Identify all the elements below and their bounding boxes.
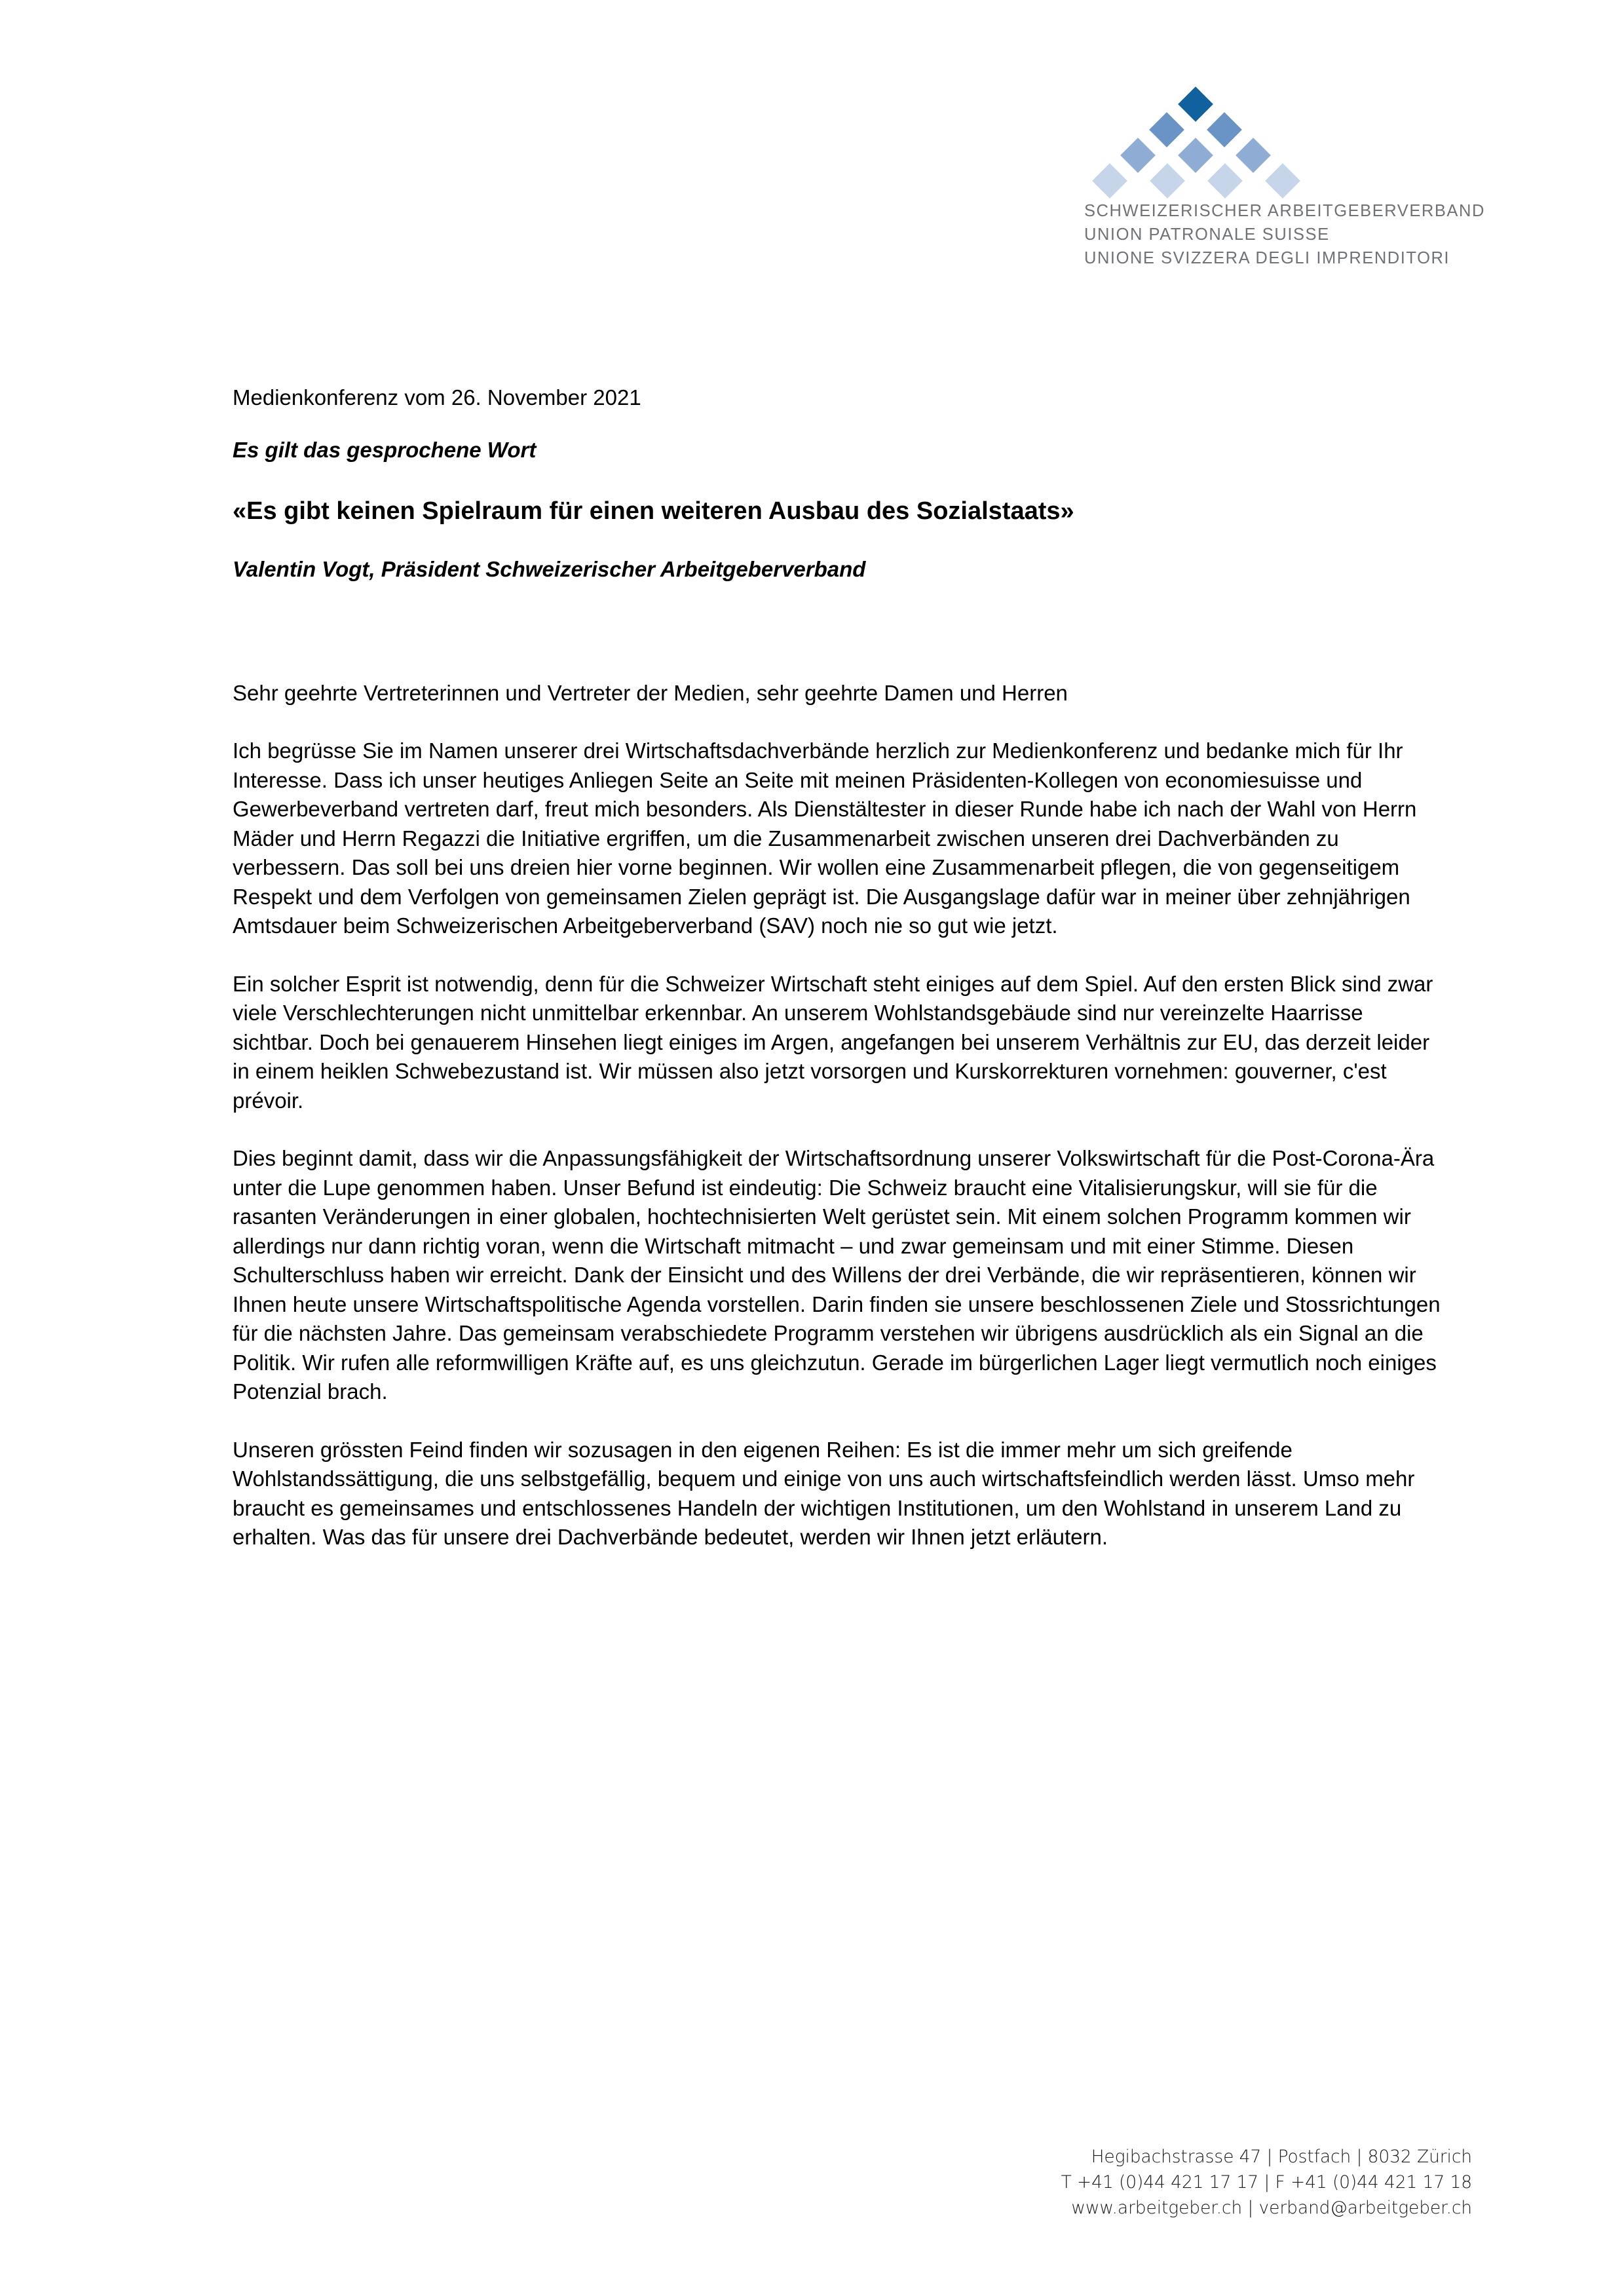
- page-title: «Es gibt keinen Spielraum für einen weiteren Ausbau des Sozialstaats»: [233, 497, 1074, 525]
- logo-diamond: [1207, 163, 1243, 199]
- event-date-line: Medienkonferenz vom 26. November 2021: [233, 385, 641, 410]
- salutation-line: Sehr geehrte Vertreterinnen und Vertreter der Medien, sehr geehrte Damen und Herren: [233, 681, 1068, 705]
- logo-wordmark: [1084, 199, 1485, 271]
- logo-diamond: [1120, 138, 1156, 173]
- body-paragraph: Unseren grössten Feind finden wir sozusagen in den eigenen Reihen: Es ist die immer mehr um sich greifende Wohlstandssättigung, die uns selbstgefällig, bequem und einige von uns auch wirtschaftsfeindlich werden lässt. Umso mehr braucht es gemeinsames und entschlossenes Handeln der wichtigen Institutionen, um den Wohlstand in unserem Land zu erhalten. Was das für unsere drei Dachverbände bedeutet, werden wir Ihnen jetzt erläutern.: [233, 1437, 1415, 1549]
- body-paragraph: Ich begrüsse Sie im Namen unserer drei Wirtschaftsdachverbände herzlich zur Medienkonferenz und bedanke mich für Ihr Interesse. Dass ich unser heutiges Anliegen Seite an Seite mit meinen Präsidenten-Kollegen von economiesuisse und Gewerbeverband vertreten darf, freut mich besonders. Als Dienstältester in dieser Runde habe ich nach der Wahl von Herrn Mäder und Herrn Regazzi die Initiative ergriffen, um die Zusammenarbeit zwischen unseren drei Dachverbänden zu verbessern. Das soll bei uns dreien hier vorne beginnen. Wir wollen eine Zusammenarbeit pflegen, die von gegenseitigem Respekt und dem Verfolgen von gemeinsamen Zielen geprägt ist. Die Ausgangslage dafür war in meiner über zehnjährigen Amtsdauer beim Schweizerischen Arbeitgeberverband (SAV) noch nie so gut wie jetzt.: [233, 738, 1417, 938]
- page-footer: [0, 2144, 1624, 2221]
- footer-address: Hegibachstrasse 47 | Postfach | 8032 Zürich: [1091, 2147, 1472, 2167]
- footer-phone-fax: T +41 (0)44 421 17 17 | F +41 (0)44 421 17 18: [1061, 2172, 1472, 2192]
- body-paragraph: Ein solcher Esprit ist notwendig, denn für die Schweizer Wirtschaft steht einiges auf dem Spiel. Auf den ersten Blick sind zwar viele Verschlechterungen nicht unmittelbar erkennbar. An unserem Wohlstandsgebäude sind nur vereinzelte Haarrisse sichtbar. Doch bei genauerem Hinsehen liegt einiges im Argen, angefangen bei unserem Verhältnis zur EU, das derzeit leider in einem heiklen Schwebezustand ist. Wir müssen also jetzt vorsorgen und Kurskorrekturen vornehmen: gouverner, c'est prévoir.: [233, 971, 1433, 1113]
- logo-diamond: [1265, 163, 1300, 199]
- organization-logo: [1084, 92, 1485, 271]
- logo-name-french: UNION PATRONALE SUISSE: [1084, 225, 1330, 244]
- logo-diamond: [1207, 112, 1242, 147]
- footer-web-email: www.arbeitgeber.ch | verband@arbeitgeber.ch: [1071, 2198, 1472, 2218]
- logo-name-italian: UNIONE SVIZZERA DEGLI IMPRENDITORI: [1084, 249, 1450, 268]
- logo-diamond: [1236, 138, 1271, 173]
- logo-diamond: [1178, 138, 1213, 173]
- speaker-byline: Valentin Vogt, Präsident Schweizerischer Arbeitgeberverband: [233, 557, 866, 581]
- logo-diamond: [1092, 163, 1127, 199]
- logo-diamond: [1149, 112, 1184, 147]
- logo-diamond: [1178, 86, 1213, 122]
- logo-diamond: [1150, 163, 1185, 199]
- body-paragraph: Dies beginnt damit, dass wir die Anpassungsfähigkeit der Wirtschaftsordnung unserer Volkswirtschaft für die Post-Corona-Ära unter die Lupe genommen haben. Unser Befund ist eindeutig: Die Schweiz braucht eine Vitalisierungskur, will sie für die rasanten Veränderungen in einer globalen, hochtechnisierten Welt gerüstet sein. Mit einem solchen Programm kommen wir allerdings nur dann richtig voran, wenn die Wirtschaft mitmacht – und zwar gemeinsam und mit einer Stimme. Diesen Schulterschluss haben wir erreicht. Dank der Einsicht und des Willens der drei Verbände, die wir repräsentieren, können wir Ihnen heute unsere Wirtschaftspolitische Agenda vorstellen. Darin finden sie unsere beschlossenen Ziele und Stossrichtungen für die nächsten Jahre. Das gemeinsam verabschiedete Programm verstehen wir übrigens ausdrücklich als ein Signal an die Politik. Wir rufen alle reformwilligen Kräfte auf, es uns gleichzutun. Gerade im bürgerlichen Lager liegt vermutlich noch einiges Potenzial brach.: [233, 1146, 1441, 1404]
- sav-diamond-pyramid-logo-icon: [1097, 92, 1294, 190]
- spoken-word-notice: Es gilt das gesprochene Wort: [233, 438, 537, 462]
- logo-name-german: SCHWEIZERISCHER ARBEITGEBERVERBAND: [1084, 202, 1485, 220]
- document-body: [233, 383, 1445, 1552]
